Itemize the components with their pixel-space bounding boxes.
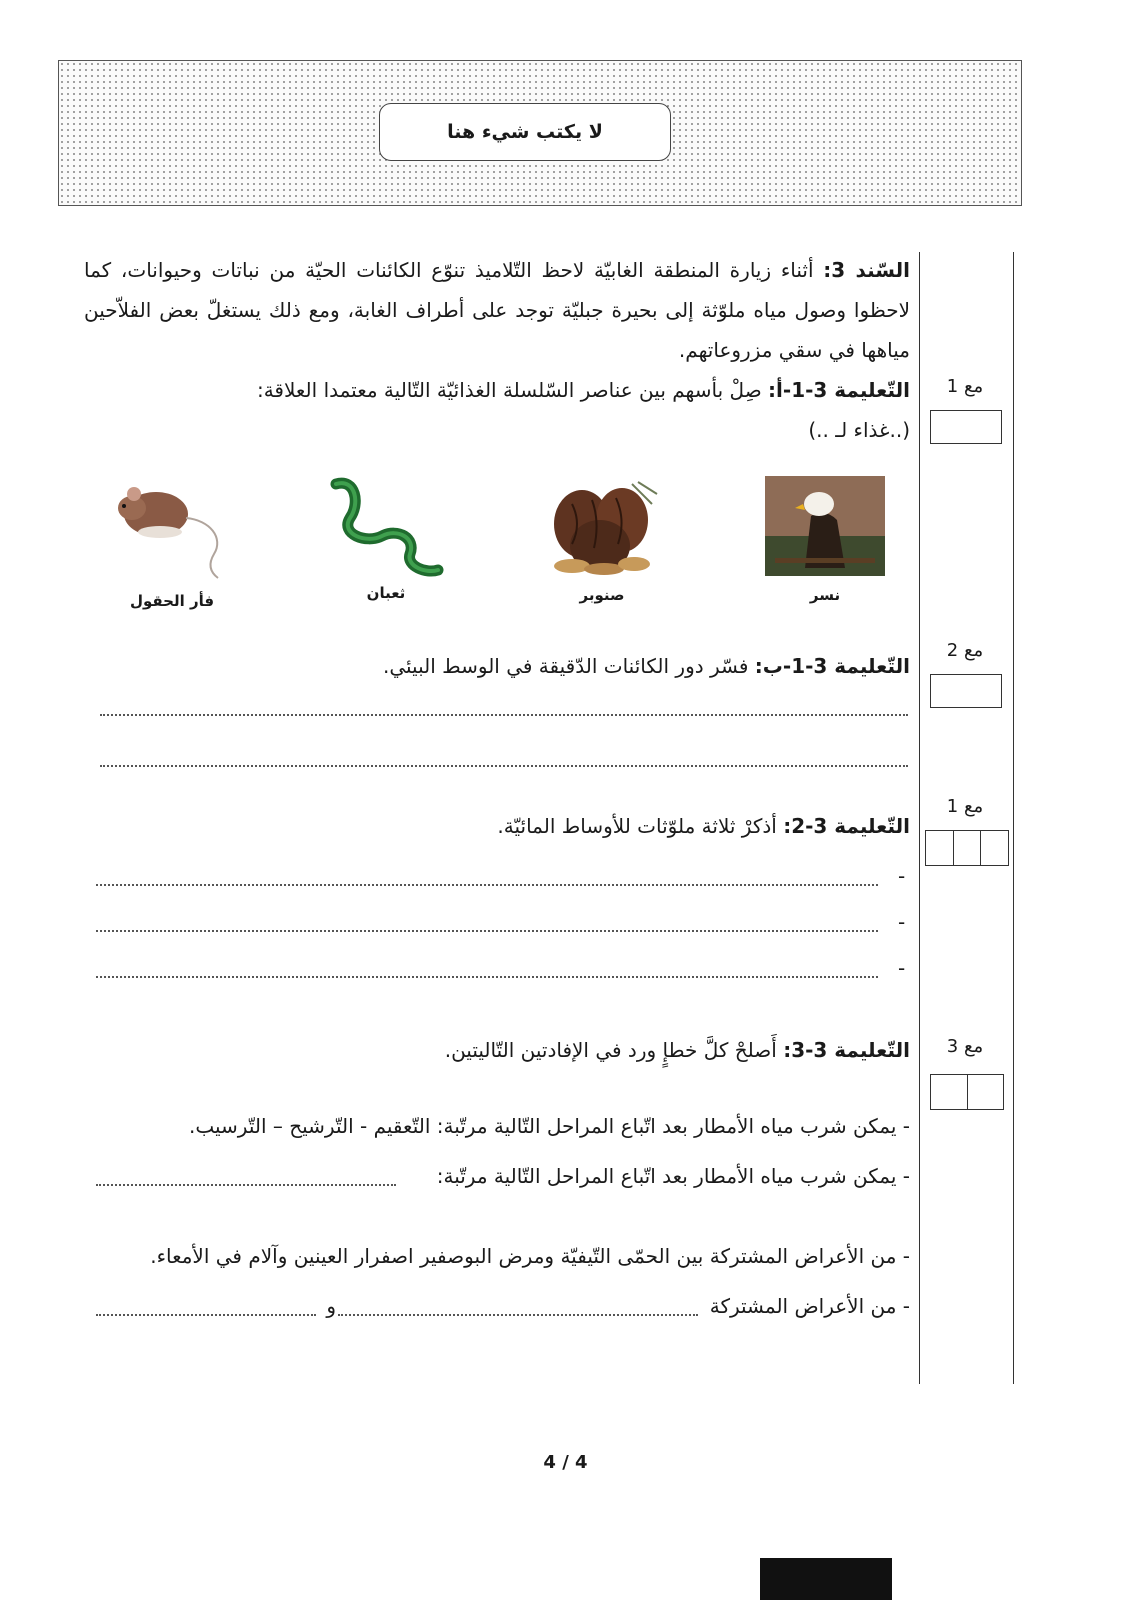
sanad-label: السّند 3: (823, 258, 910, 282)
statement-1-fill: - يمكن شرب مياه الأمطار بعد اتّباع المراحل التّالية مرتّبة: (436, 1164, 910, 1188)
sanad-paragraph (84, 250, 910, 370)
mark-box-4 (930, 1074, 1004, 1110)
question-3-2 (84, 806, 910, 846)
question-3-2-text: أذكرْ ثلاثة ملوّثات للأوساط المائيّة. (497, 814, 784, 838)
caption-pine: صنوبر (579, 586, 625, 604)
question-3-1-a-label: التّعليمة 3-1-أ: (768, 378, 910, 402)
answer-line-3-2b (96, 1314, 316, 1316)
bullet-dash: - (898, 910, 906, 934)
statement-2: - من الأعراض المشتركة بين الحمّى التّيفيّة ومرض البوصفير اصفرار العينين وآلام في الأمعاء. (150, 1244, 910, 1268)
mark-box-1 (930, 410, 1002, 444)
answer-line-3-1 (96, 1184, 396, 1186)
question-3-1-b-label: التّعليمة 3-1-ب: (754, 654, 910, 678)
bullet-dash: - (898, 864, 906, 888)
no-write-notice: لا يكتب شيء هنا (379, 103, 671, 161)
question-3-1-a-relation: (..غذاء لـ ..) (808, 418, 910, 442)
mark-cell (980, 831, 1008, 865)
mark-cell (931, 1075, 967, 1109)
question-3-3 (84, 1030, 910, 1070)
page-number: 4 / 4 (543, 1452, 588, 1473)
mark-box-2 (930, 674, 1002, 708)
mark-cell (953, 831, 981, 865)
answer-line-1b-1 (100, 714, 908, 716)
mark-label-3: مع 1 (946, 796, 984, 817)
header-band (58, 60, 1022, 206)
statement-1: - يمكن شرب مياه الأمطار بعد اتّباع المراحل التّالية مرتّبة: التّعقيم - التّرشيح – التّرسيب. (189, 1114, 910, 1138)
snake-image (326, 474, 446, 579)
caption-eagle: نسر (809, 586, 841, 604)
mark-cell (967, 1075, 1004, 1109)
margin-line-inner (919, 252, 920, 1384)
bullet-dash: - (898, 956, 906, 980)
caption-mouse: فأر الحقول (129, 592, 215, 610)
pine-image (542, 474, 662, 579)
question-3-1-b-text: فسّر دور الكائنات الدّقيقة في الوسط البيئي. (382, 654, 755, 678)
question-3-1-a-text: صِلْ بأسهم بين عناصر السّلسلة الغذائيّة التّالية معتمدا العلاقة: (256, 378, 769, 402)
question-3-1-b (84, 646, 910, 686)
black-bar (760, 1558, 892, 1600)
mark-label-2: مع 2 (946, 640, 984, 661)
answer-line-2-1 (96, 884, 878, 886)
statement-2-fill: - من الأعراض المشتركة (709, 1294, 910, 1318)
answer-line-2-3 (96, 976, 878, 978)
answer-line-2-2 (96, 930, 878, 932)
mark-box-3 (925, 830, 1009, 866)
sanad-text: أثناء زيارة المنطقة الغابيّة لاحظ التّلاميذ تنوّع الكائنات الحيّة من نباتات وحيوانات، كما لاحظوا وصول مياه ملوّثة إلى بحيرة جبليّة توجد على أطراف الغابة، ومع ذلك يستغلّ بعض الفلاّحين مياهها في سقي مزروعاتهم. (84, 258, 910, 362)
caption-snake: ثعبان (366, 584, 406, 602)
eagle-image (765, 476, 885, 576)
answer-line-1b-2 (100, 765, 908, 767)
statement-2-and: و (326, 1294, 336, 1318)
margin-line-outer (1013, 252, 1014, 1384)
question-3-3-text: أَصلحْ كلَّ خطإٍ ورد في الإفادتين التّاليتين. (444, 1038, 784, 1062)
question-3-3-label: التّعليمة 3-3: (783, 1038, 910, 1062)
mark-cell (926, 831, 953, 865)
mouse-image (114, 480, 226, 580)
question-3-2-label: التّعليمة 3-2: (783, 814, 910, 838)
mark-label-4: مع 3 (946, 1036, 984, 1057)
question-3-1-a (84, 370, 910, 410)
mark-label-1: مع 1 (946, 376, 984, 397)
answer-line-3-2a (338, 1314, 698, 1316)
